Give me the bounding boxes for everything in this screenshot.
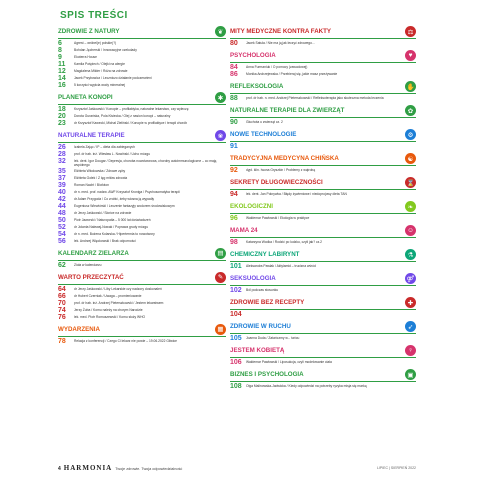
toc-section	[230, 153, 416, 174]
toc-entry[interactable]	[230, 95, 416, 102]
section-title: PSYCHOLOGIA	[230, 52, 276, 59]
toc-entry[interactable]	[58, 175, 226, 182]
entry-text: Katarzyna Wodka / Rodzić po ludzku, czyli jak? cz.2	[246, 240, 322, 244]
page-title: SPIS TREŚCI	[60, 10, 128, 21]
entry-text: 5 korzyści wypicia wody mineralnej	[74, 83, 126, 87]
entry-text: Bohdan Jęcherski / Innowacyjne czekolady	[74, 48, 137, 52]
section-title: ZDROWIE BEZ RECEPTY	[230, 299, 305, 306]
entry-text: dr Krzysztof Kawecki, Michał Zieliński / Konopie w profilaktyce i terapii chorób	[74, 121, 188, 125]
toc-entry[interactable]	[58, 231, 226, 238]
page-number-ref: 84	[230, 64, 238, 71]
right-column	[230, 26, 416, 393]
entry-text: Zioła w kalendarzu	[74, 262, 102, 267]
section-header	[230, 249, 416, 262]
page-number-ref: 106	[230, 359, 242, 366]
section-title: BIZNES I PSYCHOLOGIA	[230, 371, 304, 378]
section-header	[230, 81, 416, 94]
toc-entry[interactable]	[58, 151, 226, 158]
page-number-ref: 6	[58, 40, 62, 47]
yin-yang-icon: ☯	[405, 153, 416, 164]
toc-entry[interactable]	[230, 119, 416, 126]
page-number-ref: 96	[230, 215, 238, 222]
entry-text: Magdalena Milder / Róża na zdrowie	[74, 69, 128, 73]
entry-text: dr Hubert Czerniak / Uwaga – promieniowanie	[74, 293, 142, 298]
section-header	[230, 225, 416, 238]
section-header	[230, 177, 416, 190]
section-title: EKOLOGICZNI	[230, 203, 273, 210]
section-title: KALENDARZ ZIELARZA	[58, 249, 129, 257]
section-header	[230, 369, 416, 382]
magazine-tagline: Twoje zdrowie. Twoja odpowiedzialność	[115, 467, 183, 471]
section-header	[58, 92, 226, 105]
page-number-ref: 44	[58, 202, 66, 210]
toc-entry[interactable]	[58, 307, 226, 314]
page-footer	[58, 464, 416, 472]
page-number-ref: 54	[58, 230, 66, 238]
toc-entry[interactable]	[58, 210, 226, 217]
toc-entry[interactable]	[230, 64, 416, 71]
page-number-ref: 14	[58, 75, 66, 82]
open-book-icon: ✎	[215, 272, 226, 283]
section-header	[58, 130, 226, 143]
toc-section	[230, 345, 416, 366]
toc-section	[230, 105, 416, 126]
toc-entry[interactable]	[58, 293, 226, 300]
page-number-ref: 23	[58, 120, 66, 127]
page-number-ref: 56	[58, 237, 66, 245]
book-icon: ▤	[215, 248, 226, 259]
toc-section	[230, 26, 416, 47]
entry-text: Relacja z konferencji / Czego Ci lekarz nie powie – 19.06.2022 Gliwice	[74, 338, 177, 343]
page-number-ref: 48	[58, 209, 66, 217]
section-header	[58, 272, 226, 285]
entry-text: dr Adam Przygoda / Co zrobić, żeby wiosna ją wypadły	[74, 196, 155, 201]
entry-text: prof. dr hab. inż. Andrzej Pieterszkowski / Jestem lekarstwem	[74, 300, 164, 305]
page-number-ref: 88	[230, 95, 238, 102]
toc-section	[230, 177, 416, 198]
toc-entry[interactable]	[58, 40, 226, 47]
toc-entry[interactable]	[58, 120, 226, 127]
page-number-ref: 16	[58, 82, 66, 89]
entry-text: Krzysztof Jaśkowski / Konopie – profilaktyka, naturalne lekarstwo, czy wyleczę	[74, 107, 189, 111]
toc-entry[interactable]	[58, 68, 226, 75]
entry-text: Monika Andrzejewska / Przebieraj się, jakie masz przeżywanie	[246, 72, 338, 76]
entry-text: Elżbieta Włodowska / Zdrowe zęby	[74, 168, 126, 173]
entry-text: dr Jerzy Jaśkowski / Liby Lekarskie czy nadzory doskonaleń	[74, 286, 162, 291]
entry-text: prof. dr hab. n. med. Andrzej Pieterszkowski / Refleksoterapia jako skuteczna metoda leczenia	[246, 96, 384, 100]
toc-entry[interactable]	[58, 217, 226, 224]
section-title: ZDROWIE W RUCHU	[230, 323, 291, 330]
toc-section	[230, 249, 416, 270]
toc-entry[interactable]	[58, 113, 226, 120]
toc-entry[interactable]	[230, 263, 416, 270]
page-number-ref: 32	[58, 158, 66, 165]
section-title: TRADYCYJNA MEDYCYNA CHIŃSKA	[230, 155, 339, 162]
page-number-ref: 94	[230, 191, 238, 198]
toc-section	[230, 369, 416, 390]
heart-head-icon: ♥	[405, 50, 416, 61]
page-number-ref: 66	[58, 292, 66, 300]
toc-entry[interactable]	[230, 143, 416, 150]
entry-text: Dorota Gurańska, Pola Kisiecka / Olej z nasion konopi – naturalny	[74, 114, 171, 118]
section-header	[230, 273, 416, 286]
page-number-ref: 12	[58, 68, 66, 75]
page-number-ref: 102	[230, 287, 242, 294]
page-number-ref: 91	[230, 143, 238, 150]
section-title: ZDROWIE Z NATURY	[58, 28, 120, 35]
entry-text: Izabela Zając / IP – dieta dla zabieganych	[74, 145, 135, 149]
toc-entry[interactable]	[230, 40, 416, 47]
entry-text: Elżbieta Gołek / Z lęg mitów zdrowia	[74, 175, 128, 180]
magazine-brand: HARMONIA	[63, 464, 113, 472]
toc-entry[interactable]	[58, 189, 226, 196]
entry-text: Eugeniusz Wiewiórski / Leczenie fantazyjy wodorem środowiskowym	[74, 203, 175, 208]
section-header	[230, 129, 416, 142]
toc-entry[interactable]	[230, 215, 416, 222]
page-number-ref: 62	[58, 261, 66, 269]
page-number-ref: 90	[230, 119, 238, 126]
page-number-ref: 86	[230, 71, 238, 78]
toc-entry[interactable]	[58, 168, 226, 175]
toc-entry[interactable]	[58, 182, 226, 189]
entry-text: Piotr Jaworski / Naturopatia – 5 000 lat doświadczeń	[74, 217, 151, 222]
toc-section	[230, 50, 416, 78]
leaf-icon: ❦	[215, 26, 226, 37]
toc-entry[interactable]	[230, 359, 416, 366]
page-number-ref: 26	[58, 144, 66, 151]
entry-text: Ból podczas stosunku	[246, 288, 279, 292]
toc-section	[230, 129, 416, 150]
page-number-ref: 74	[58, 306, 66, 314]
toc-entry[interactable]	[58, 338, 226, 345]
section-title: JESTEM KOBIETĄ	[230, 347, 285, 354]
woman-icon: ♀	[405, 345, 416, 356]
entry-text: Głuchota u zwierząt cz. 2	[246, 120, 283, 124]
entry-text: Jacek Satula / Nie ma ją jak leczyć zdrowego...	[246, 41, 315, 45]
page-number-ref: 101	[230, 263, 242, 270]
page-number-ref: 70	[58, 299, 66, 307]
section-header	[230, 201, 416, 214]
entry-text: Aleksandra Pawlak / Aktylamid – trucizna wśród	[246, 264, 316, 268]
entry-text: Waldemar Pawłowski / Liposukcja, czyli modelowanie ciała	[246, 360, 332, 364]
toc-entry[interactable]	[58, 47, 226, 54]
left-column	[58, 26, 226, 348]
hemp-leaf-icon: ✱	[215, 92, 226, 103]
entry-text: Roman Nacht / Biofoton	[74, 182, 110, 187]
section-title: SEKRETY DŁUGOWIECZNOŚCI	[230, 179, 323, 186]
lotus-icon: ❀	[215, 130, 226, 141]
page-number-ref: 76	[58, 313, 66, 321]
couple-icon: ⚤	[405, 273, 416, 284]
section-header	[230, 50, 416, 63]
toc-entry[interactable]	[58, 158, 226, 168]
flask-icon: ⚗	[405, 249, 416, 260]
section-title: CHEMICZNY LABIRYNT	[230, 251, 300, 258]
briefcase-icon: ▣	[405, 369, 416, 380]
page-number-ref: 104	[230, 311, 242, 318]
section-title: WARTO PRZECZYTAĆ	[58, 273, 124, 281]
page-number-ref: 28	[58, 151, 66, 158]
gear-icon: ⚙	[405, 129, 416, 140]
page-number-ref: 42	[58, 195, 66, 203]
entry-text: prof. dr hab. inż. Wiesław L. Nowiński / Ucho mózgu	[74, 152, 151, 156]
page-number-ref: 105	[230, 335, 242, 342]
toc-entry[interactable]	[230, 71, 416, 78]
toc-section	[58, 26, 226, 89]
toc-section	[58, 324, 226, 345]
page-number: 4	[58, 466, 61, 472]
toc-section	[230, 273, 416, 294]
toc-entry[interactable]	[58, 314, 226, 321]
footer-left	[58, 464, 182, 472]
page-number-ref: 11	[58, 61, 66, 68]
toc-section	[230, 81, 416, 102]
section-title: MITY MEDYCZNE KONTRA FAKTY	[230, 28, 332, 35]
toc-entry[interactable]	[58, 106, 226, 113]
section-title: REFLEKSOLOGIA	[230, 83, 284, 90]
toc-section	[230, 201, 416, 222]
page-number-ref: 52	[58, 223, 66, 231]
page-number-ref: 20	[58, 113, 66, 120]
page-number-ref: 9	[58, 54, 62, 61]
entry-text: lek. dent. Igor Dougar / Depresja, choroba nowotworowa, choroby autoimmunologiczne – co mają wspólnego	[74, 159, 217, 168]
section-header	[58, 26, 226, 39]
toc-entry[interactable]	[58, 82, 226, 89]
entry-text: Ekoterra House	[74, 55, 97, 59]
toc-section	[230, 321, 416, 342]
entry-text: dr n. med. prof. nadzw. AWF Krzysztof Kroniga / Psychosomatyka terapii	[74, 189, 180, 194]
toc-entry[interactable]	[58, 224, 226, 231]
page-number-ref: 92	[230, 167, 238, 174]
hourglass-icon: ⌛	[405, 177, 416, 188]
section-title: NOWE TECHNOLOGIE	[230, 131, 297, 138]
section-header	[230, 105, 416, 118]
page-number-ref: 35	[58, 167, 66, 175]
toc-entry[interactable]	[58, 61, 226, 68]
section-title: SEKSUOLOGIA	[230, 275, 276, 282]
entry-text: lek. dent. Jan Pokrywka / Błędy żywieniowe i niedoprojowy dieta TAN	[246, 192, 347, 196]
toc-section	[230, 297, 416, 318]
page-number-ref: 8	[58, 47, 62, 54]
page-number-ref: 40	[58, 188, 66, 196]
toc-section	[58, 92, 226, 127]
entry-text: Waldemar Pawłowski / Ekologia w praktyce	[246, 216, 310, 220]
toc-entry[interactable]	[230, 287, 416, 294]
toc-entry[interactable]	[58, 300, 226, 307]
page-number-ref: 39	[58, 181, 66, 189]
page-number-ref: 18	[58, 106, 66, 113]
toc-section	[58, 272, 226, 321]
entry-text: Jacek Przybowicz / Leczniczo działanie podczerwieni	[74, 76, 152, 80]
entry-text: lek. med. Piotr Romuszewski / Komu służy WHO	[74, 314, 146, 319]
toc-section	[58, 130, 226, 245]
section-title: MAMA 24	[230, 227, 258, 234]
toc-entry[interactable]	[58, 144, 226, 151]
page-number-ref: 37	[58, 174, 66, 182]
toc-entry[interactable]	[230, 311, 416, 318]
entry-text: dr Jerzy Jaśkowski / Słońce na zdrowie	[74, 210, 132, 215]
section-header	[230, 297, 416, 310]
entry-text: Joanna Duda / Zatańczmy w... tańcu	[246, 336, 300, 340]
toc-entry[interactable]	[58, 262, 226, 269]
toc-entry[interactable]	[58, 75, 226, 82]
page-number-ref: 78	[58, 337, 66, 345]
page-number-ref: 108	[230, 383, 242, 390]
section-header	[230, 321, 416, 334]
entry-text: Kamila Pośpiech / Olejki na alergie	[74, 62, 125, 66]
toc-entry[interactable]	[230, 167, 416, 174]
page-number-ref: 64	[58, 285, 66, 293]
entry-text: Agrest – wróbel(e) polskie(?)	[74, 41, 117, 45]
section-title: WYDARZENIA	[58, 325, 100, 333]
entry-text: dr Jolanta Nalewaj-Nowak / Poprawa grudy mózgu	[74, 224, 149, 229]
toc-entry[interactable]	[58, 286, 226, 293]
mother-child-icon: ☺	[405, 225, 416, 236]
toc-entry[interactable]	[58, 238, 226, 245]
entry-text: Anna Furmaniuk / O pomocy (zawodowej)	[246, 65, 308, 69]
page-number-ref: 80	[230, 40, 238, 47]
toc-entry[interactable]	[58, 54, 226, 61]
page-number-ref: 50	[58, 216, 66, 224]
entry-text: Jerzy Żuba / Komu należy na chorym Narodzie	[74, 307, 143, 312]
section-title: NATURALNE TERAPIE	[58, 132, 125, 139]
entry-text: Olga Malinowska-Jadwicka / Kiedy odpowiedzi na potrzeby ryzyka misja się marką	[246, 384, 367, 388]
toc-entry[interactable]	[58, 203, 226, 210]
issue-date: LIPIEC | SIERPIEŃ 2022	[376, 466, 416, 470]
section-header	[230, 153, 416, 166]
entry-text: lek. Andrzej Więckowski / Brak odporności	[74, 238, 136, 243]
runner-icon: ➶	[405, 321, 416, 332]
section-title: NATURALNE TERAPIE DLA ZWIERZĄT	[230, 107, 345, 114]
page-number-ref: 98	[230, 239, 238, 246]
toc-section	[58, 248, 226, 269]
paw-icon: ✿	[405, 105, 416, 116]
entry-text: dr n. med. Bożena Kolarska / Hipertermia to nowotwory	[74, 231, 155, 236]
section-title: PLANETA KONOPI	[58, 94, 113, 101]
toc-entry[interactable]	[230, 191, 416, 198]
toc-entry[interactable]	[230, 239, 416, 246]
calendar-icon: ▦	[215, 324, 226, 335]
toc-entry[interactable]	[58, 196, 226, 203]
toc-entry[interactable]	[230, 335, 416, 342]
eco-leaf-icon: ❧	[405, 201, 416, 212]
scales-icon: ⚖	[405, 26, 416, 37]
section-header	[230, 26, 416, 39]
entry-text: dypl. klin. Iwona Gryszkin / Problemy z wątrobą	[246, 168, 316, 172]
toc-entry[interactable]	[230, 383, 416, 390]
toc-section	[230, 225, 416, 246]
section-header	[58, 248, 226, 261]
pill-icon: ✚	[405, 297, 416, 308]
section-header	[230, 345, 416, 358]
section-header	[58, 324, 226, 337]
foot-icon: ✋	[405, 81, 416, 92]
